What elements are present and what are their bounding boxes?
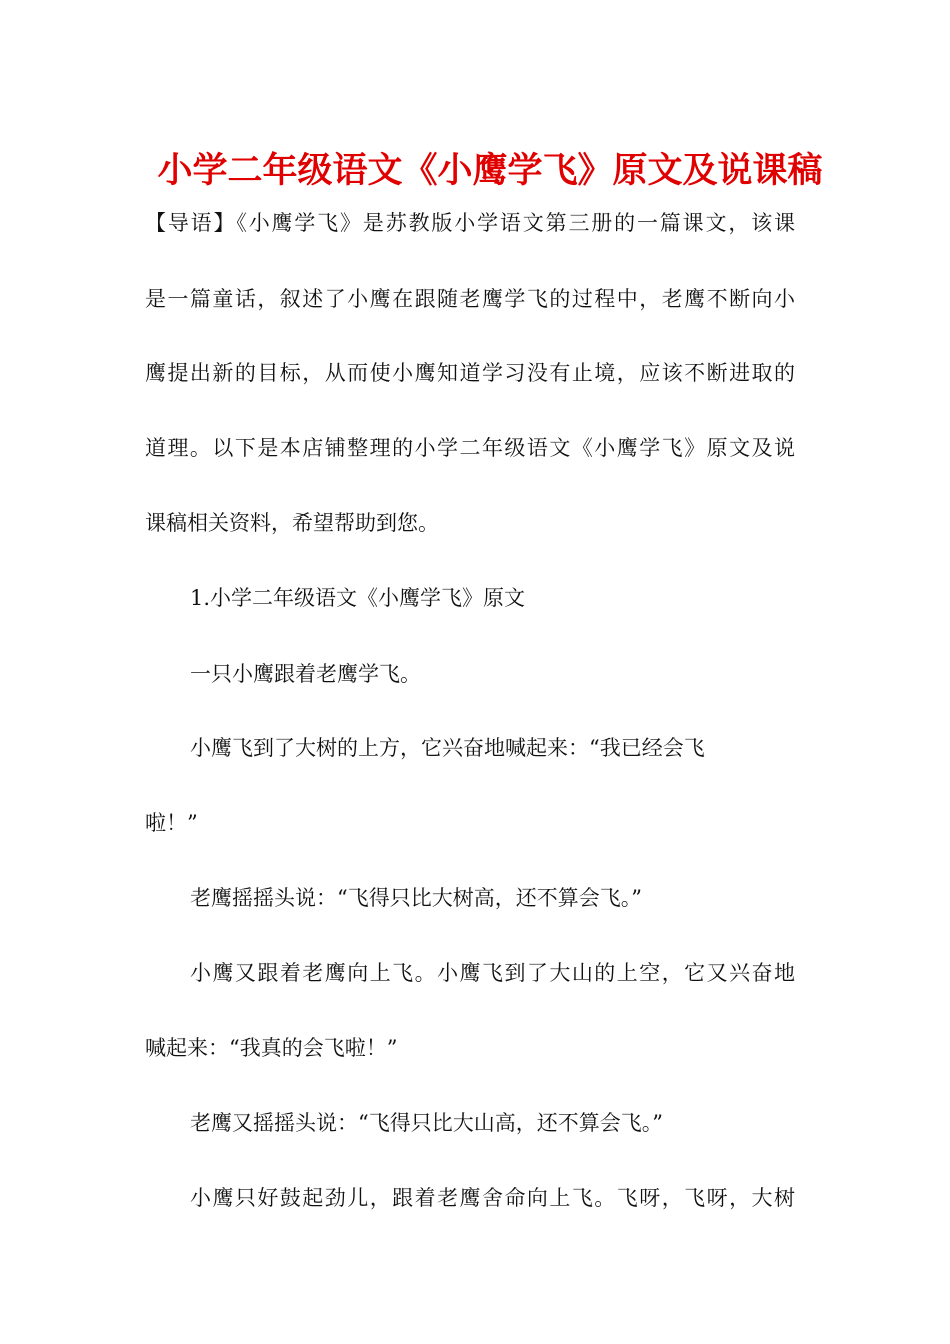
paragraph-line: 小鹰只好鼓起劲儿，跟着老鹰舍命向上飞。飞呀，飞呀，大树	[190, 1186, 795, 1210]
intro-line-4: 道理。以下是本店铺整理的小学二年级语文《小鹰学飞》原文及说	[145, 436, 795, 460]
section-heading: 1.小学二年级语文《小鹰学飞》原文	[190, 586, 526, 610]
intro-line-5: 课稿相关资料，希望帮助到您。	[145, 511, 439, 535]
paragraph-line: 小鹰飞到了大树的上方，它兴奋地喊起来：“我已经会飞	[190, 736, 705, 760]
intro-line-2: 是一篇童话，叙述了小鹰在跟随老鹰学飞的过程中，老鹰不断向小	[145, 287, 795, 311]
paragraph-line: 老鹰又摇摇头说：“飞得只比大山高，还不算会飞。”	[190, 1111, 663, 1135]
intro-line-3: 鹰提出新的目标，从而使小鹰知道学习没有止境，应该不断进取的	[145, 361, 795, 385]
paragraph-line: 啦！”	[145, 811, 198, 835]
paragraph-line: 一只小鹰跟着老鹰学飞。	[190, 662, 421, 686]
paragraph-line: 小鹰又跟着老鹰向上飞。小鹰飞到了大山的上空，它又兴奋地	[190, 961, 795, 985]
intro-line-1: 【导语】《小鹰学飞》是苏教版小学语文第三册的一篇课文，该课	[145, 211, 795, 235]
paragraph-line: 老鹰摇摇头说：“飞得只比大树高，还不算会飞。”	[190, 886, 642, 910]
document-title: 小学二年级语文《小鹰学飞》原文及说课稿	[157, 151, 823, 191]
paragraph-line: 喊起来：“我真的会飞啦！”	[145, 1036, 398, 1060]
